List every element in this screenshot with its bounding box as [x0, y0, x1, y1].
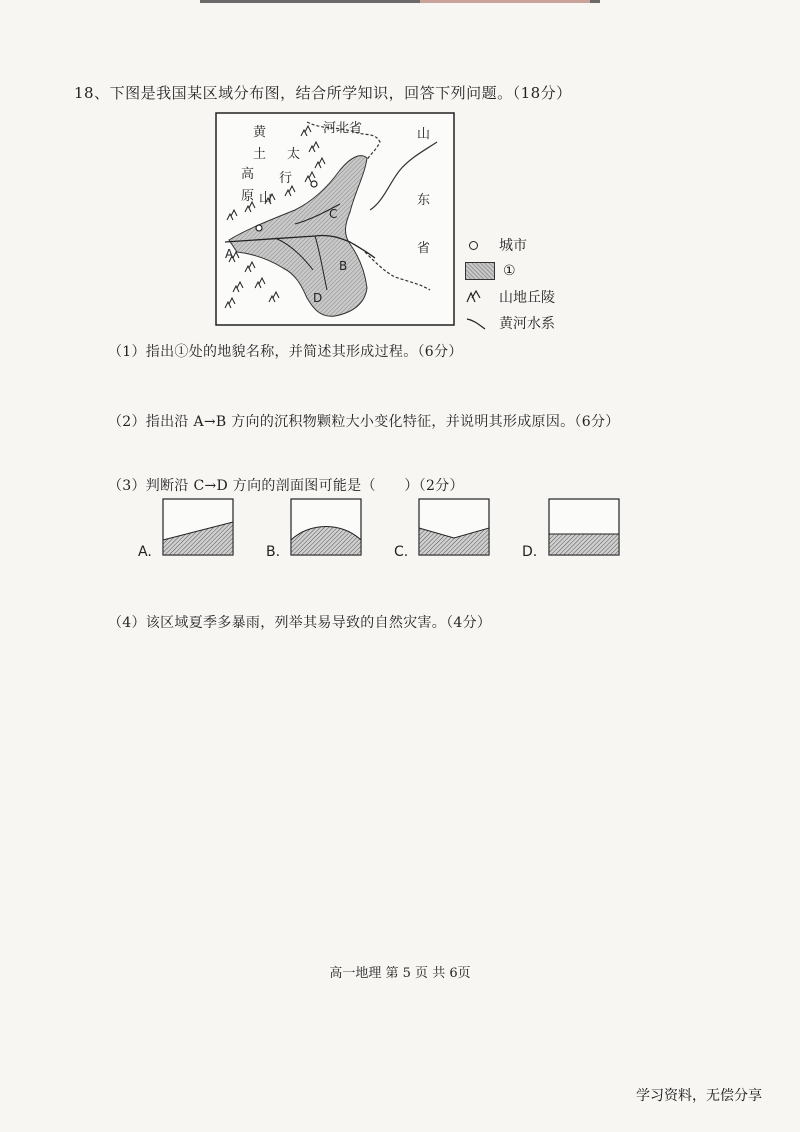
question-title: 18、下图是我国某区域分布图，结合所学知识，回答下列问题。（18分）	[74, 84, 572, 102]
map-label-yuan: 原	[241, 189, 255, 204]
legend-row-mountain	[465, 284, 555, 310]
region-map	[215, 112, 455, 326]
option-a-label: A.	[138, 544, 152, 560]
map-point-c: C	[329, 207, 338, 221]
option-c-label: C.	[394, 544, 409, 560]
hatched-area-icon	[465, 262, 495, 280]
map-label-tai: 太	[287, 147, 301, 162]
legend-mountain-label: 山地丘陵	[499, 290, 555, 306]
map-label-sheng: 省	[417, 241, 431, 256]
watermark-text: 学习资料，无偿分享	[636, 1088, 762, 1104]
map-label-gao: 高	[241, 167, 255, 182]
map-point-a: A	[225, 247, 234, 261]
profile-option-a	[162, 498, 234, 556]
legend-city-label: 城市	[499, 238, 527, 254]
map-label-dong: 东	[417, 193, 431, 208]
option-d-label: D.	[522, 544, 538, 560]
page-footer: 高一地理 第 5 页 共 6页	[329, 966, 471, 981]
map-label-huang: 黄	[253, 125, 267, 140]
mountain-icon	[465, 290, 487, 304]
map-label-hang: 行	[279, 171, 293, 186]
sub-question-1: （1）指出①处的地貌名称，并简述其形成过程。（6分）	[108, 344, 463, 360]
profile-option-c	[418, 498, 490, 556]
river-icon	[465, 316, 487, 330]
city-icon	[469, 241, 478, 250]
option-b-label: B.	[266, 544, 281, 560]
legend-river-label: 黄河水系	[499, 316, 555, 332]
sub-question-3: （3）判断沿 C→D 方向的剖面图可能是（ ）（2分）	[108, 478, 464, 494]
map-point-b: B	[339, 259, 348, 273]
map-label-shan-prov: 山	[417, 127, 431, 142]
map-legend	[465, 232, 555, 336]
scan-top-edge-red	[420, 0, 590, 3]
sub-question-4: （4）该区域夏季多暴雨，列举其易导致的自然灾害。（4分）	[108, 615, 492, 631]
city-marker-1	[311, 181, 317, 187]
city-marker-2	[256, 225, 262, 231]
map-label-hebei: 河北省	[323, 121, 363, 136]
profile-option-b	[290, 498, 362, 556]
map-label-shan-mtn: 山	[259, 191, 273, 206]
legend-row-river	[465, 310, 555, 336]
legend-row-area	[465, 258, 555, 284]
profile-option-d	[548, 498, 620, 556]
legend-row-city	[465, 232, 555, 258]
map-point-d: D	[313, 291, 323, 305]
map-label-tu: 土	[253, 147, 267, 162]
legend-area-label: ①	[503, 263, 516, 279]
sub-question-2: （2）指出沿 A→B 方向的沉积物颗粒大小变化特征，并说明其形成原因。（6分）	[108, 414, 620, 430]
